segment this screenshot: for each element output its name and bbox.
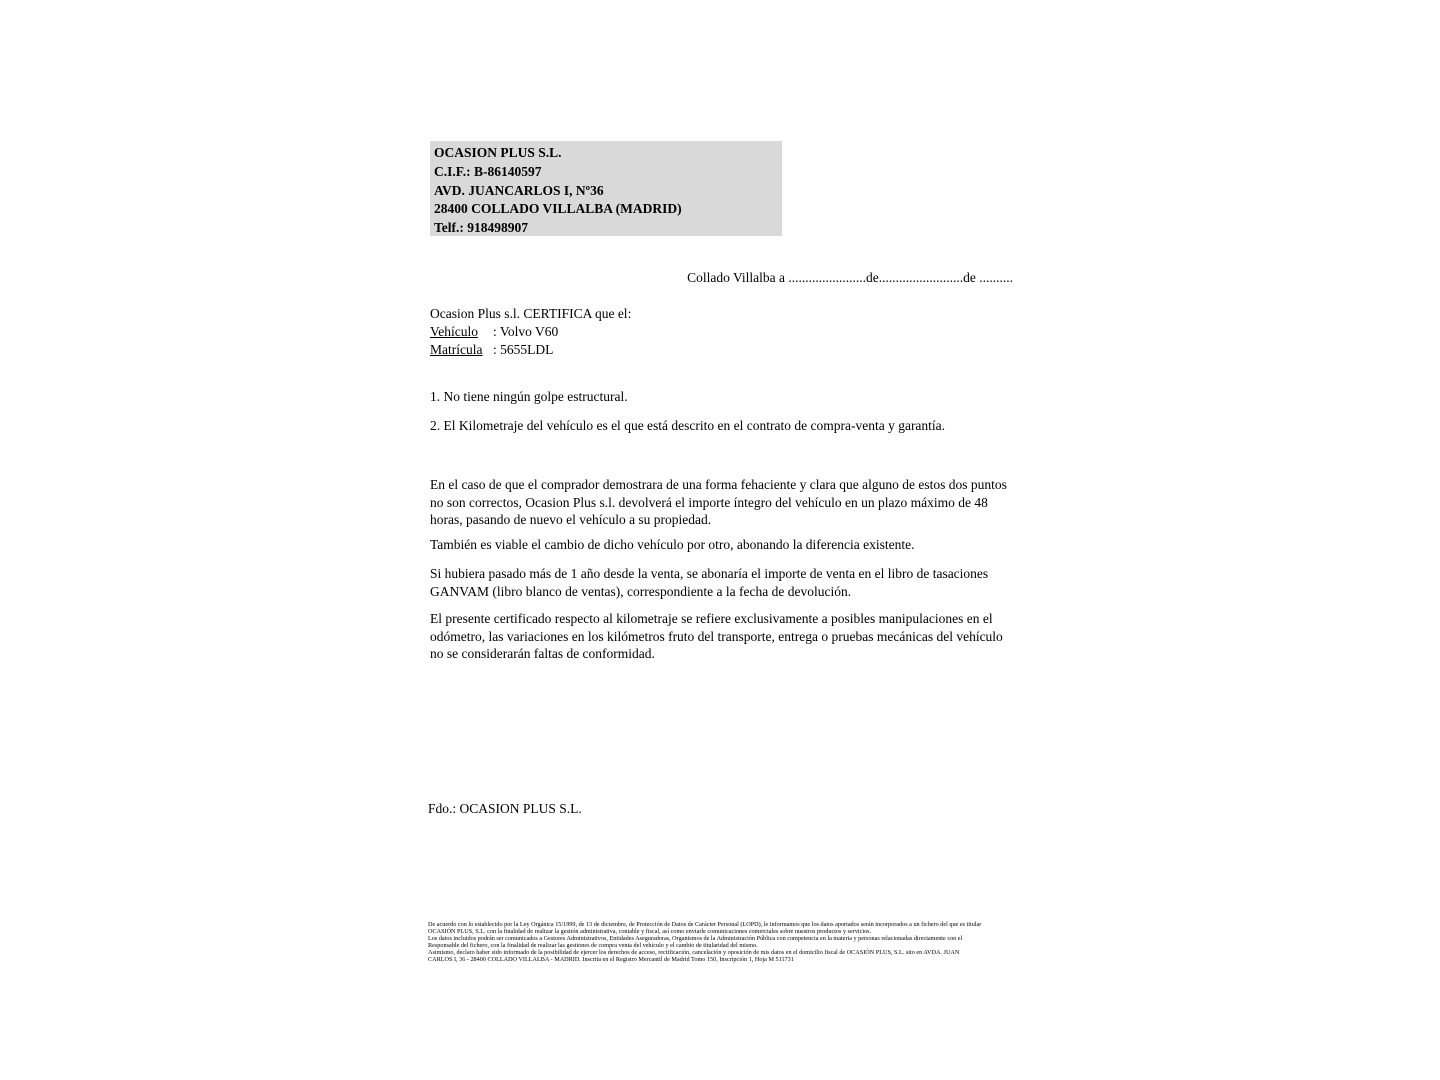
company-phone: Telf.: 918498907	[434, 220, 528, 236]
company-cif: C.I.F.: B-86140597	[434, 163, 542, 179]
certification-block	[430, 305, 631, 359]
legal-line: Asimismo, declaro haber sido informado de la posibilidad de ejercer los derechos de acceso, rectificación, cancelación y oposición de mis datos en el domicilio fiscal de OCASIÓN PLUS, S.L. sito en AVDA. JUAN	[428, 949, 960, 956]
paragraph-refund: En el caso de que el comprador demostrara de una forma fehaciente y clara que alguno de estos dos puntos no son correctos, Ocasion Plus s.l. devolverá el importe íntegro del vehículo en un plazo máximo de 48 horas, pasando de nuevo el vehículo a su propiedad.	[430, 477, 1007, 527]
point-1: 1. No tiene ningún golpe estructural.	[430, 389, 628, 404]
company-name: OCASION PLUS S.L.	[434, 145, 562, 160]
paragraph-odometer: El presente certificado respecto al kilometraje se refiere exclusivamente a posibles manipulaciones en el odómetro, las variaciones en los kilómetros fruto del transporte, entrega o pruebas mecánicas del vehículo no se considerarán faltas de conformidad.	[430, 611, 1003, 661]
vehicle-label-column	[430, 323, 493, 341]
paragraph-ganvam: Si hubiera pasado más de 1 año desde la venta, se abonaría el importe de venta en el libro de tasaciones GANVAM (libro blanco de ventas), correspondiente a la fecha de devolución.	[430, 566, 989, 599]
vehicle-row	[430, 323, 631, 341]
signature-line: Fdo.: OCASION PLUS S.L.	[428, 801, 582, 816]
paragraph-exchange: También es viable el cambio de dicho vehículo por otro, abonando la diferencia existente.	[430, 537, 915, 552]
vehicle-value: : Volvo V60	[493, 324, 559, 339]
company-header-box	[430, 141, 782, 236]
company-address: AVD. JUANCARLOS I, Nº36	[434, 182, 604, 198]
vehicle-label: Vehículo	[430, 324, 478, 339]
plate-value: : 5655LDL	[493, 342, 554, 357]
legal-line: Responsable del fichero, con la finalidad de realizar las gestiones de compra venta del vehículo y el cambio de titularidad del mismo.	[428, 942, 758, 949]
company-city: 28400 COLLADO VILLALBA (MADRID)	[434, 201, 682, 217]
legal-line: De acuerdo con lo establecido por la Ley Orgánica 15/1999, de 13 de diciembre, de Protección de Datos de Carácter Personal (LOPD), le informamos que los datos aportados serán incorporados a un fichero del que es titular	[428, 921, 982, 928]
legal-line: OCASIÓN PLUS, S.L. con la finalidad de realizar la gestión administrativa, contable y fiscal, así como enviarle comunicaciones comerciales sobre nuestros productos y servicios.	[428, 928, 872, 935]
plate-label: Matrícula	[430, 342, 483, 357]
plate-label-column	[430, 341, 493, 359]
date-line: Collado Villalba a .......................de.........................de ..........	[687, 270, 1013, 285]
legal-line: Los datos incluidos podrán ser comunicados a Gestores Administrativos, Entidades Aseguradoras, Organismos de la Administración Pública con competencia en la materia y personas relacionadas directamente con el	[428, 935, 963, 942]
legal-notice	[428, 921, 1028, 963]
legal-line: CARLOS I, 36 - 28400 COLLADO VILLALBA - MADRID. Inscrita en el Registro Mercantil de Madrid Tomo 150, Inscripción 1, Hoja M 511731	[428, 956, 794, 963]
certification-intro: Ocasion Plus s.l. CERTIFICA que el:	[430, 306, 632, 321]
point-2: 2. El Kilometraje del vehículo es el que está descrito en el contrato de compra-venta y garantía.	[430, 418, 946, 433]
plate-row	[430, 341, 631, 359]
